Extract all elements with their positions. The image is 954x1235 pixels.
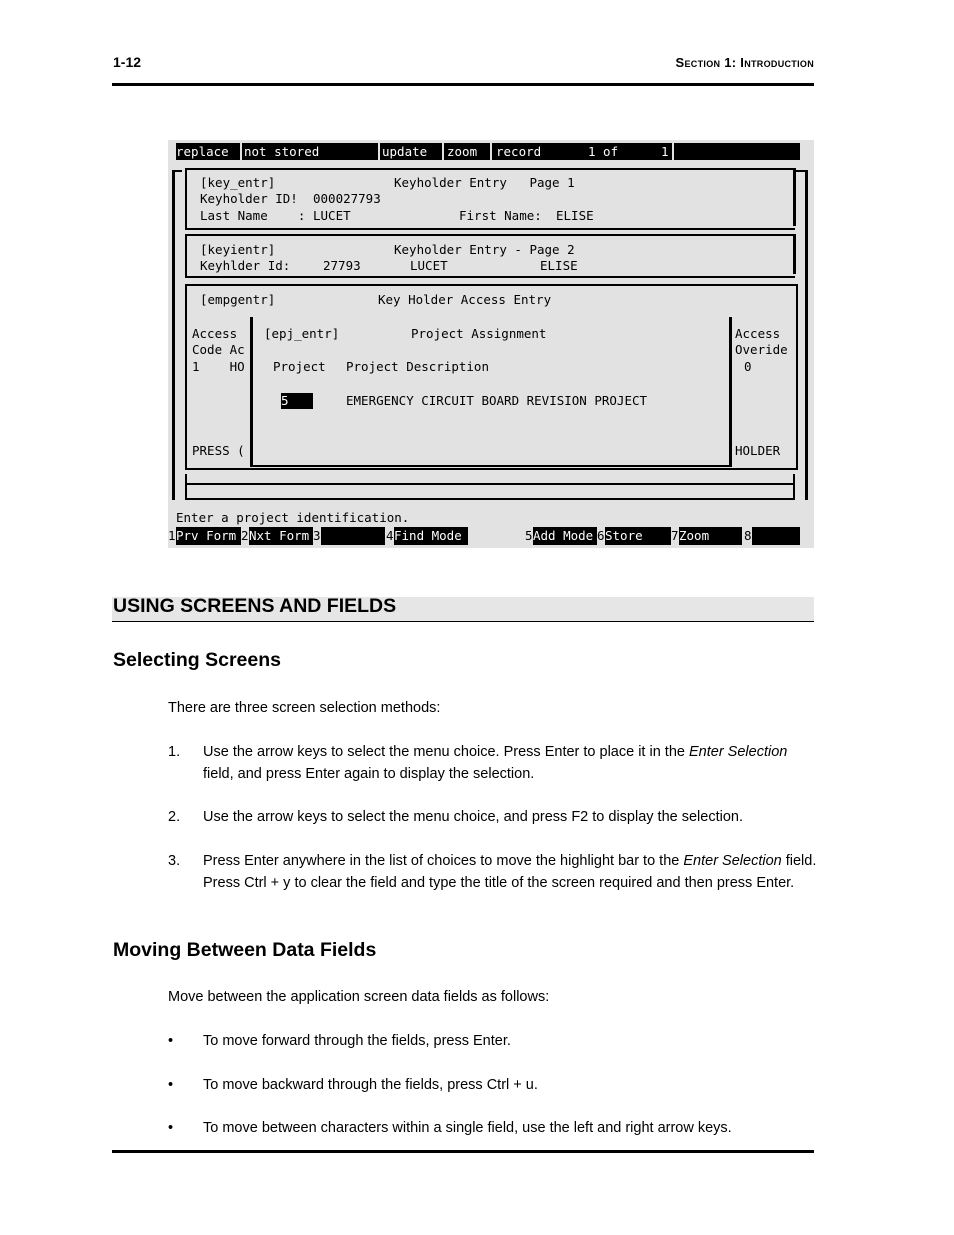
fkey-find-mode[interactable]: Find Mode (394, 527, 468, 545)
project-description-value: EMERGENCY CIRCUIT BOARD REVISION PROJECT (346, 393, 648, 408)
bullet-item: To move forward through the fields, press Enter. (203, 1033, 511, 1049)
bullet: • (168, 1120, 174, 1136)
page2-first-name-field[interactable]: ELISE (540, 258, 578, 273)
fkey-2-number: 2 (241, 528, 249, 543)
fkey-3-number: 3 (313, 528, 321, 543)
moving-fields-intro: Move between the application screen data fields as follows: (168, 989, 550, 1005)
fkey-7-number: 7 (671, 528, 679, 543)
list-item-number: 2. (168, 809, 181, 825)
project-id-field[interactable]: 5 (281, 393, 313, 409)
terminal-screenshot (168, 140, 814, 548)
page2-last-name-field[interactable]: LUCET (410, 258, 448, 273)
access-code-header-1: Access (192, 326, 238, 341)
access-form-tag: [empgentr] (200, 292, 276, 307)
page-number: 1-12 (113, 54, 142, 70)
first-name-label: First Name: (459, 208, 542, 223)
page2-form-title: Keyholder Entry - Page 2 (394, 242, 575, 257)
fkey-3[interactable] (321, 527, 385, 545)
header-rule (112, 83, 814, 86)
status-not-stored: not stored (244, 144, 320, 159)
fkey-zoom[interactable]: Zoom (679, 527, 742, 545)
last-name-label: Last Name : (200, 208, 306, 223)
status-update: update (382, 144, 428, 159)
fkey-1-number: 1 (168, 528, 176, 543)
fkey-4-number: 4 (386, 528, 394, 543)
fkey-add-mode[interactable]: Add Mode (533, 527, 597, 545)
section-title: Section 1: Introduction (675, 55, 814, 70)
function-key-bar (168, 527, 814, 545)
fkey-next-form[interactable]: Nxt Form (249, 527, 313, 545)
project-form-tag: [epj_entr] (264, 326, 340, 341)
description-column-header: Project Description (346, 359, 489, 374)
first-name-field[interactable]: ELISE (556, 208, 594, 223)
fkey-5-number: 5 (525, 528, 533, 543)
project-form-title: Project Assignment (411, 326, 547, 341)
status-record: record (496, 144, 542, 159)
page2-id-label: Keyhlder Id: (200, 258, 291, 273)
bullet-item: To move between characters within a single field, use the left and right arrow keys. (203, 1120, 732, 1136)
list-item-number: 3. (168, 853, 181, 869)
section-heading: USING SCREENS AND FIELDS (113, 595, 397, 617)
terminal-prompt: Enter a project identification. (176, 510, 410, 525)
last-name-field[interactable]: LUCET (313, 208, 351, 223)
selecting-screens-intro: There are three screen selection methods: (168, 700, 441, 716)
keyholder-id-label: Keyholder ID! (200, 191, 298, 206)
fkey-6-number: 6 (597, 528, 605, 543)
fkey-prev-form[interactable]: Prv Form (176, 527, 241, 545)
access-code-header-2: Code Ac (192, 342, 245, 357)
keyholder-id-field[interactable]: 000027793 (313, 191, 381, 206)
fkey-8[interactable] (752, 527, 800, 545)
status-record-total: 1 (661, 144, 669, 159)
page2-form-tag: [keyientr] (200, 242, 276, 257)
status-zoom: zoom (447, 144, 478, 159)
bullet: • (168, 1077, 174, 1093)
page2-id-field[interactable]: 27793 (323, 258, 361, 273)
fkey-store[interactable]: Store (605, 527, 671, 545)
keyholder-form-tag: [key_entr] (200, 175, 276, 190)
status-replace: replace (176, 144, 229, 159)
holder-label: HOLDER (735, 443, 781, 458)
access-form-title: Key Holder Access Entry (378, 292, 552, 307)
access-code-row: 1 HO (192, 359, 245, 374)
footer-rule (112, 1150, 814, 1153)
moving-fields-heading: Moving Between Data Fields (113, 939, 377, 961)
bullet-item: To move backward through the fields, press Ctrl + u. (203, 1077, 538, 1093)
status-bar (176, 143, 800, 160)
project-column-header: Project (273, 359, 326, 374)
override-header-1: Access (735, 326, 781, 341)
list-item: Use the arrow keys to select the menu choice, and press F2 to display the selection. (203, 809, 743, 825)
status-record-count: 1 of (588, 144, 619, 159)
list-item-number: 1. (168, 744, 181, 760)
override-row: 0 (744, 359, 752, 374)
fkey-8-number: 8 (744, 528, 752, 543)
press-hint: PRESS ( (192, 443, 245, 458)
selecting-screens-heading: Selecting Screens (113, 649, 281, 671)
list-item: Use the arrow keys to select the menu choice. Press Enter to place it in the Enter Selection field, and press Enter again to display the selection. (203, 744, 788, 782)
bullet: • (168, 1033, 174, 1049)
list-item: Press Enter anywhere in the list of choices to move the highlight bar to the Enter Selection field. Press Ctrl + y to clear the field and type the title of the screen required and then press Enter. (203, 853, 817, 891)
override-header-2: Overide (735, 342, 788, 357)
keyholder-form-title: Keyholder Entry Page 1 (394, 175, 575, 190)
